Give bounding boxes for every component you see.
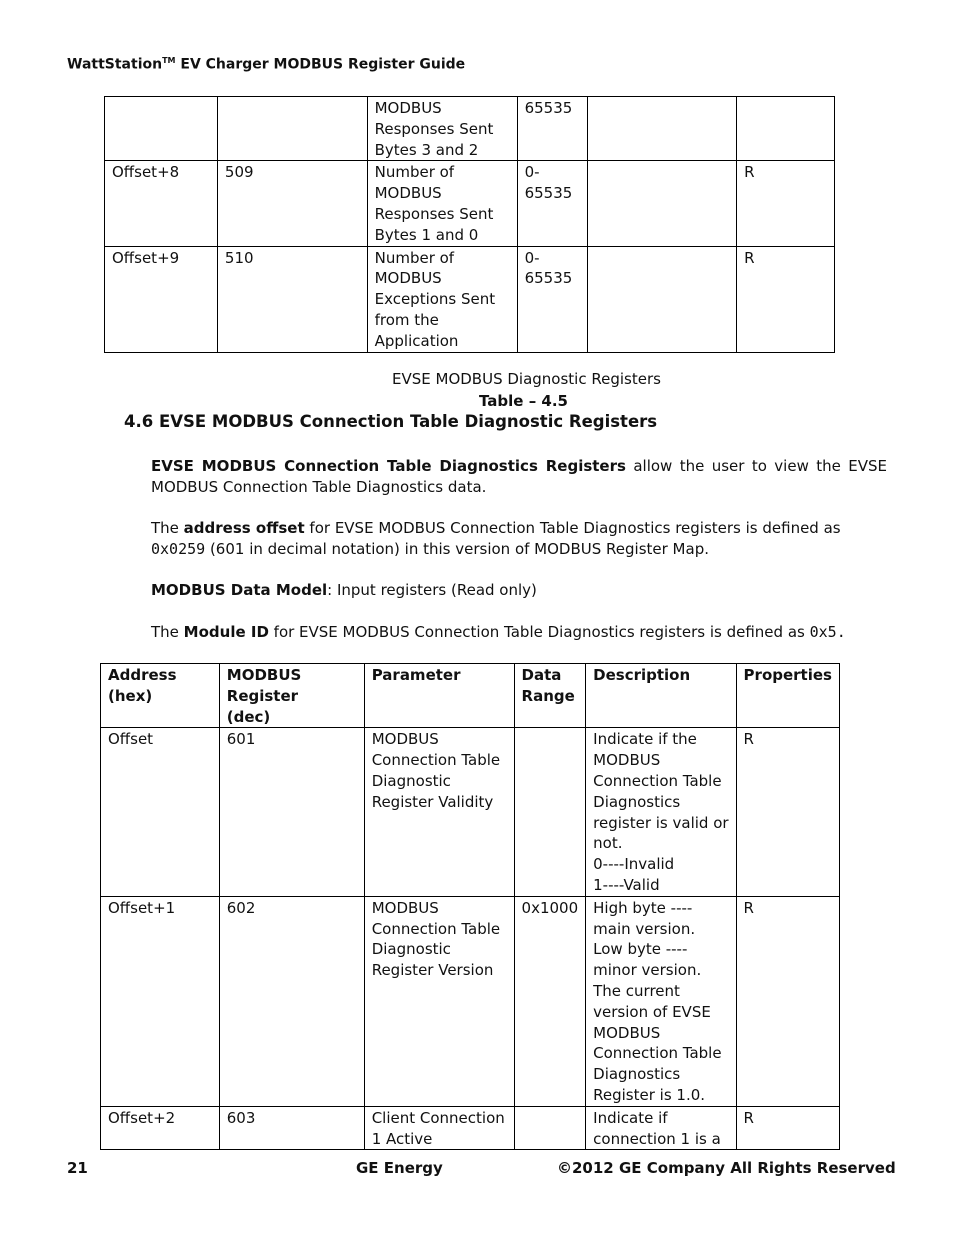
cell-properties-line: R — [744, 163, 755, 182]
table-row — [101, 728, 840, 896]
cell-parameter — [367, 161, 517, 246]
cell-properties — [736, 1106, 839, 1150]
header-data-range — [514, 664, 586, 728]
cell-properties-line: R — [743, 1108, 754, 1127]
header-properties — [736, 664, 839, 728]
cell-register-line: 510 — [224, 248, 254, 267]
cell-register — [219, 728, 364, 896]
cell-register — [219, 1106, 364, 1150]
intro-text: allow the user to view the EVSE MODBUS Connection Table Diagnostics data. — [151, 457, 888, 496]
cell-address — [105, 246, 218, 352]
module-id-term: Module ID — [183, 623, 269, 641]
cell-address-line — [112, 98, 210, 119]
module-id-paragraph — [151, 622, 887, 643]
table-row — [105, 161, 835, 246]
cell-range-line — [522, 729, 579, 750]
data-model-term: MODBUS Data Model — [151, 581, 328, 599]
cell-description-line: MODBUS — [593, 1023, 661, 1042]
cell-parameter-line: Number of — [374, 248, 455, 267]
section-heading: 4.6 EVSE MODBUS Connection Table Diagnostic Registers — [124, 412, 658, 431]
cell-register — [219, 896, 364, 1106]
cell-parameter-line: MODBUS — [371, 730, 439, 749]
cell-range-line: 65535 — [524, 184, 573, 203]
page-number: 21 — [67, 1159, 88, 1177]
cell-parameter-line: Number of — [374, 163, 455, 182]
cell-parameter-line: MODBUS — [374, 269, 442, 288]
cell-address — [101, 728, 220, 896]
cell-description — [586, 896, 736, 1106]
header-address-line: (hex) — [108, 686, 153, 705]
header-parameter — [364, 664, 514, 728]
cell-description-line: High byte ---- — [593, 898, 693, 917]
cell-description-line: Register is 1.0. — [593, 1085, 706, 1104]
cell-description-line: version of EVSE — [593, 1002, 711, 1021]
header-register-line: MODBUS — [226, 666, 302, 684]
header-title-rest: EV Charger MODBUS Register Guide — [175, 56, 466, 73]
header-register-line: Register — [226, 686, 299, 705]
cell-range — [517, 246, 587, 352]
address-offset-term: address offset — [183, 519, 305, 537]
cell-description-line: main version. — [593, 919, 696, 938]
main-table-body — [101, 728, 840, 1150]
cell-parameter — [367, 246, 517, 352]
cell-parameter-line: Bytes 1 and 0 — [374, 225, 479, 244]
address-offset-value: 0x0259 — [151, 540, 206, 558]
cell-address-line: Offset+1 — [108, 898, 176, 917]
cell-description — [587, 161, 737, 246]
cell-parameter-line: Responses Sent — [374, 204, 494, 223]
cell-description-line: connection 1 is a — [593, 1129, 721, 1148]
cell-description-line — [595, 162, 730, 183]
cell-description-line: minor version. — [593, 961, 702, 980]
data-model-paragraph — [151, 580, 887, 601]
header-range-line: Range — [521, 686, 575, 705]
page-header-title — [67, 56, 465, 73]
cell-register-line — [225, 98, 360, 119]
cell-parameter-line: Connection Table — [371, 751, 501, 770]
para4-pre: The — [151, 623, 184, 641]
cell-description-line: Connection Table — [593, 1044, 722, 1063]
top-table-body — [105, 97, 835, 353]
cell-address-line: Offset+8 — [112, 163, 180, 182]
cell-parameter — [364, 1106, 514, 1150]
connection-table-diagnostics-table — [100, 663, 840, 1150]
cell-description-line: Diagnostics — [593, 792, 681, 811]
cell-address — [101, 896, 220, 1106]
cell-properties — [737, 161, 835, 246]
cell-description-line: 1----Valid — [593, 875, 660, 894]
cell-register-line: 509 — [224, 163, 254, 182]
cell-properties-line: R — [743, 898, 754, 917]
cell-description-line: not. — [593, 834, 623, 853]
data-model-text: : Input registers (Read only) — [327, 581, 537, 599]
cell-range — [514, 1106, 586, 1150]
cell-properties-line: R — [743, 730, 754, 749]
cell-parameter-line: Diagnostic — [371, 771, 451, 790]
cell-range-line: 65535 — [524, 99, 573, 117]
cell-parameter — [364, 896, 514, 1106]
para2-mid: for EVSE MODBUS Connection Table Diagnostics registers is defined as — [304, 519, 841, 537]
header-range-line: Data — [521, 666, 562, 684]
cell-description-line: Indicate if the — [593, 730, 697, 749]
header-description — [586, 664, 736, 728]
para2-pre: The — [151, 519, 184, 537]
cell-parameter-line: Bytes 3 and 2 — [374, 140, 479, 159]
cell-description-line: Low byte ---- — [593, 940, 688, 959]
cell-description-line: Connection Table — [593, 771, 722, 790]
header-title-main: WattStation — [67, 56, 163, 73]
cell-register — [217, 246, 367, 352]
cell-register-line: 602 — [226, 898, 256, 917]
cell-parameter-line: Exceptions Sent — [374, 290, 496, 309]
header-register — [219, 664, 364, 728]
cell-description-line — [595, 248, 730, 269]
table-caption: EVSE MODBUS Diagnostic Registers — [392, 370, 661, 388]
cell-parameter-line: Connection Table — [371, 919, 501, 938]
cell-range-line: 65535 — [524, 269, 573, 288]
cell-description-line: MODBUS — [593, 751, 661, 770]
cell-properties-line: R — [744, 248, 755, 267]
address-offset-paragraph — [151, 518, 887, 560]
cell-parameter-line: Diagnostic — [371, 940, 451, 959]
cell-address-line: Offset+9 — [112, 248, 180, 267]
cell-description-line: 0----Invalid — [593, 855, 675, 874]
table-row — [101, 1106, 840, 1150]
cell-parameter-line: MODBUS — [374, 184, 442, 203]
footer-company: GE Energy — [356, 1159, 443, 1177]
table-row — [105, 246, 835, 352]
cell-properties — [737, 97, 835, 161]
cell-range — [517, 97, 587, 161]
cell-description-line: Diagnostics — [593, 1065, 681, 1084]
cell-description — [586, 1106, 736, 1150]
cell-register — [217, 161, 367, 246]
cell-parameter — [367, 97, 517, 161]
para4-mid: for EVSE MODBUS Connection Table Diagnostics registers is defined as — [268, 623, 810, 641]
header-trademark: TM — [162, 56, 176, 65]
cell-range-line: 0x1000 — [521, 898, 579, 917]
cell-properties-line — [744, 98, 827, 119]
cell-description — [587, 97, 737, 161]
cell-properties — [737, 246, 835, 352]
cell-address-line: Offset — [108, 730, 154, 749]
cell-parameter-line: Register Version — [371, 961, 494, 980]
cell-range — [514, 896, 586, 1106]
table-header-row — [101, 664, 840, 728]
table-row — [105, 97, 835, 161]
cell-parameter-line: Register Validity — [371, 792, 494, 811]
diagnostic-registers-table-continued — [104, 96, 835, 353]
intro-paragraph — [151, 456, 887, 498]
cell-register-line: 603 — [226, 1108, 256, 1127]
header-parameter-line: Parameter — [371, 666, 461, 684]
cell-parameter-line: MODBUS — [374, 99, 442, 117]
cell-address — [105, 97, 218, 161]
cell-parameter-line: from the — [374, 310, 439, 329]
cell-description — [586, 728, 736, 896]
cell-description-line: register is valid or — [593, 813, 729, 832]
cell-address — [101, 1106, 220, 1150]
cell-properties — [736, 896, 839, 1106]
cell-range — [514, 728, 586, 896]
intro-bold-term: EVSE MODBUS Connection Table Diagnostics Registers — [151, 457, 626, 475]
cell-description-line — [595, 98, 730, 119]
cell-range — [517, 161, 587, 246]
cell-description-line: Indicate if — [593, 1108, 668, 1127]
para2-post: (601 in decimal notation) in this version of MODBUS Register Map. — [205, 540, 709, 558]
cell-range-line — [522, 1108, 579, 1129]
cell-range-line: 0- — [524, 163, 540, 182]
header-address-line: Address — [108, 666, 177, 684]
table-label: Table – 4.5 — [479, 392, 568, 410]
cell-description — [587, 246, 737, 352]
table-row — [101, 896, 840, 1106]
cell-properties — [736, 728, 839, 896]
header-properties-line: Properties — [743, 666, 832, 684]
header-description-line: Description — [593, 666, 691, 684]
footer-copyright: ©2012 GE Company All Rights Reserved — [557, 1159, 896, 1177]
cell-register — [217, 97, 367, 161]
cell-description-line: The current — [593, 981, 680, 1000]
cell-register-line: 601 — [226, 730, 256, 749]
cell-parameter-line: Application — [374, 331, 459, 350]
cell-parameter-line: Responses Sent — [374, 119, 494, 138]
cell-range-line: 0- — [524, 248, 540, 267]
cell-parameter-line: MODBUS — [371, 898, 439, 917]
header-address — [101, 664, 220, 728]
cell-parameter — [364, 728, 514, 896]
header-register-line: (dec) — [226, 707, 271, 726]
module-id-value: 0x5. — [809, 623, 846, 641]
cell-parameter-line: Client Connection — [371, 1108, 505, 1127]
cell-address-line: Offset+2 — [108, 1108, 176, 1127]
cell-address — [105, 161, 218, 246]
cell-parameter-line: 1 Active — [371, 1129, 433, 1148]
